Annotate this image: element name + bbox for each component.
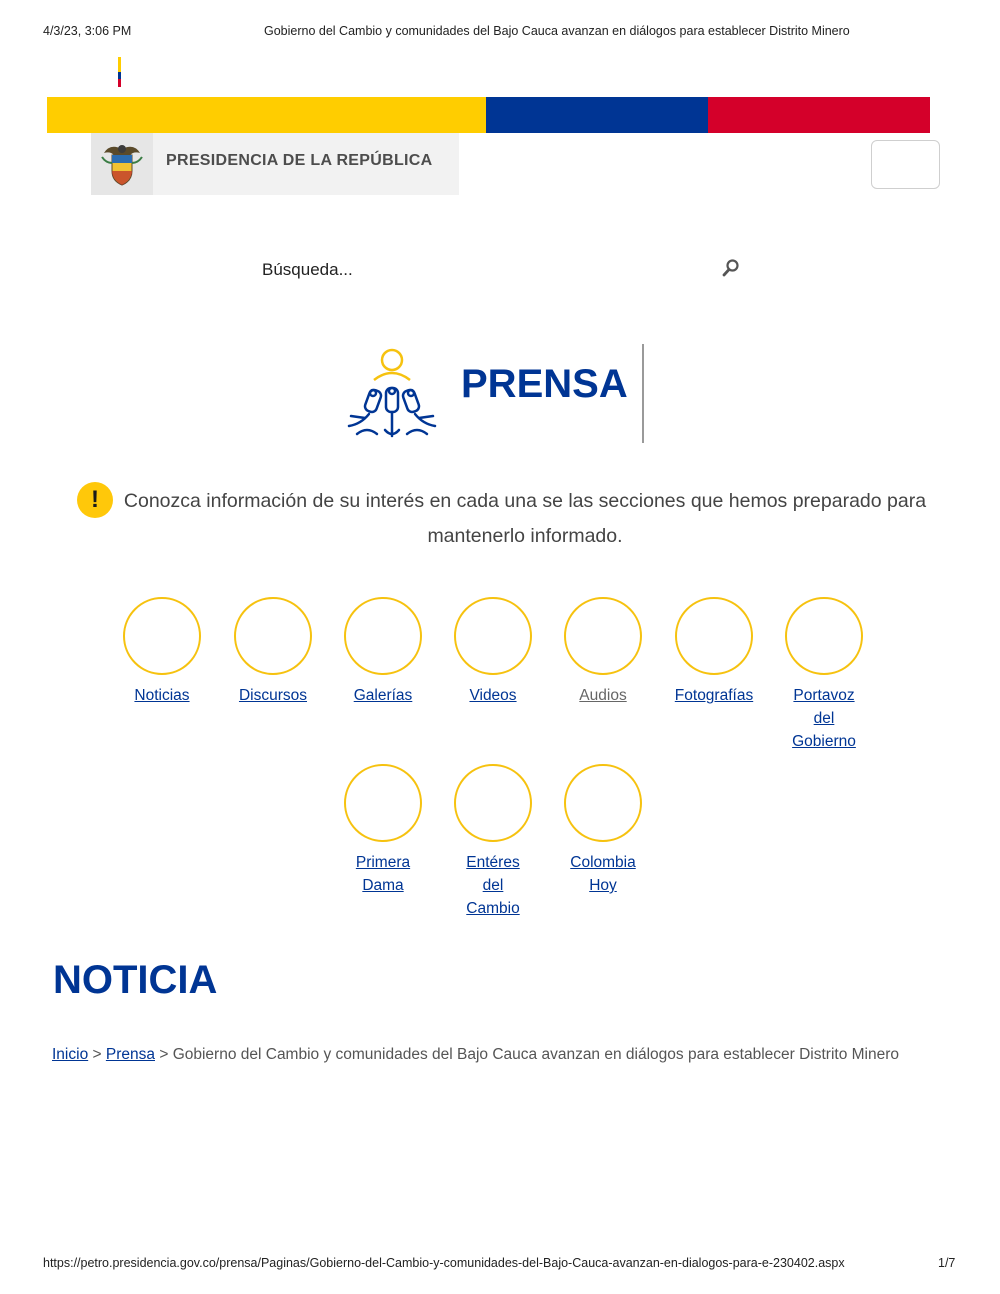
nav-item-galerias[interactable]: [328, 597, 438, 707]
nav-circle-icon[interactable]: [234, 597, 312, 675]
nav-circle-icon[interactable]: [454, 764, 532, 842]
section-divider: [642, 344, 644, 443]
nav-circle-icon[interactable]: [344, 764, 422, 842]
nav-label[interactable]: Primera Dama: [355, 854, 411, 894]
nav-label[interactable]: Fotografías: [674, 687, 754, 704]
nav-item-primera-dama[interactable]: [328, 764, 438, 897]
nav-label[interactable]: Galerías: [353, 687, 413, 704]
nav-circle-icon[interactable]: [785, 597, 863, 675]
nav-item-noticias[interactable]: [107, 597, 217, 707]
print-url: https://petro.presidencia.gov.co/prensa/Paginas/Gobierno-del-Cambio-y-comunidades-del-Bajo-Cauca-avanzan-en-dialogos-para-e-230402.aspx: [43, 1256, 845, 1270]
nav-label[interactable]: Colombia Hoy: [570, 854, 636, 894]
print-page-title: Gobierno del Cambio y comunidades del Bajo Cauca avanzan en diálogos para establecer Distrito Minero: [264, 24, 850, 38]
flag-stripe-blue: [486, 97, 708, 133]
nav-circle-icon[interactable]: [675, 597, 753, 675]
nav-circle-icon[interactable]: [123, 597, 201, 675]
menu-button[interactable]: [871, 140, 940, 189]
nav-item-enteres-del-cambio[interactable]: [438, 764, 548, 920]
breadcrumb: [52, 1046, 899, 1064]
nav-label[interactable]: Videos: [469, 687, 517, 704]
nav-circle-icon[interactable]: [454, 597, 532, 675]
intro-text: Conozca información de su interés en cada una se las secciones que hemos preparado para mantenerlo informado.: [123, 490, 927, 547]
breadcrumb-separator: >: [159, 1046, 169, 1063]
nav-item-videos[interactable]: [438, 597, 548, 707]
nav-circle-icon[interactable]: [344, 597, 422, 675]
breadcrumb-section-link[interactable]: Prensa: [105, 1046, 155, 1063]
flag-stripe-yellow: [47, 97, 486, 133]
coat-of-arms-icon: [91, 133, 153, 195]
nav-item-colombia-hoy[interactable]: [548, 764, 658, 897]
search-input[interactable]: [262, 256, 702, 284]
nav-label[interactable]: Entéres del Cambio: [466, 854, 520, 917]
alert-icon: !: [77, 482, 113, 518]
nav-label[interactable]: Portavoz del Gobierno: [792, 687, 856, 750]
breadcrumb-separator: >: [92, 1046, 102, 1063]
nav-label[interactable]: Discursos: [238, 687, 308, 704]
nav-label[interactable]: Noticias: [134, 687, 190, 704]
nav-circle-icon[interactable]: [564, 597, 642, 675]
press-microphones-icon: [343, 346, 441, 442]
breadcrumb-current: Gobierno del Cambio y comunidades del Bajo Cauca avanzan en diálogos para establecer Distrito Minero: [172, 1046, 900, 1063]
flag-accent: [118, 57, 121, 87]
breadcrumb-home-link[interactable]: Inicio: [52, 1046, 89, 1063]
flag-stripe-red: [708, 97, 930, 133]
print-page-number: 1/7: [938, 1256, 956, 1270]
brand-name[interactable]: PRESIDENCIA DE LA REPÚBLICA: [166, 152, 433, 169]
nav-label[interactable]: Audios: [579, 687, 627, 704]
nav-item-discursos[interactable]: [218, 597, 328, 707]
nav-circle-icon[interactable]: [564, 764, 642, 842]
nav-item-portavoz[interactable]: [769, 597, 879, 753]
print-datetime: 4/3/23, 3:06 PM: [43, 24, 132, 38]
nav-item-fotografias[interactable]: [659, 597, 769, 707]
search-icon[interactable]: [721, 258, 741, 278]
section-title: PRENSA: [461, 362, 628, 406]
article-heading: NOTICIA: [53, 958, 218, 1002]
nav-item-audios[interactable]: [548, 597, 658, 707]
